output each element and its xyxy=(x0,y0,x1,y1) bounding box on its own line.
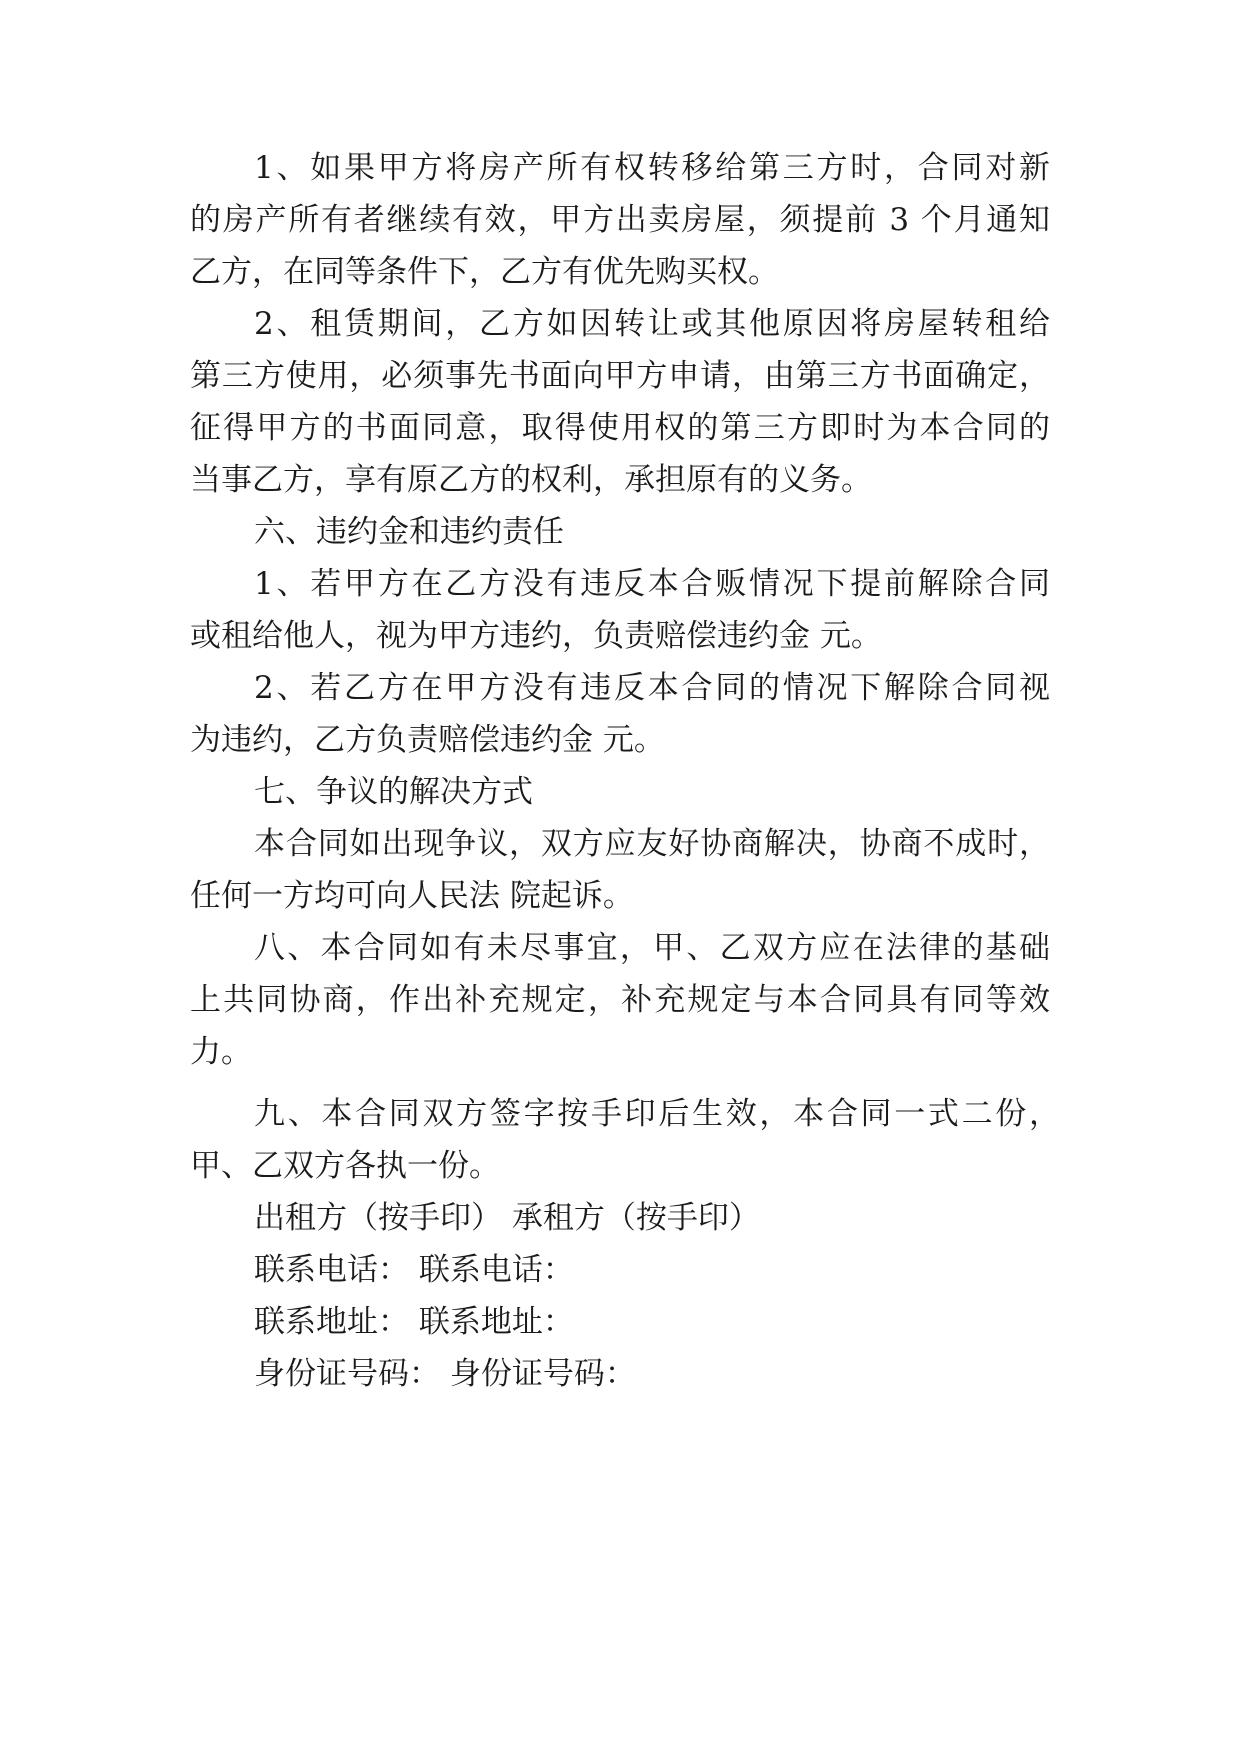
paragraph-2-line-1: 2、租赁期间，乙方如因转让或其他原因将房屋转租给 xyxy=(254,306,1050,342)
paragraph-1-line-2: 的房产所有者继续有效，甲方出卖房屋，须提前 3 个月通知 xyxy=(190,202,1050,238)
paragraph-6-line-2: 上共同协商，作出补充规定，补充规定与本合同具有同等效 xyxy=(190,982,1050,1018)
signature-parties-line: 出租方（按手印） 承租方（按手印） xyxy=(254,1200,760,1236)
paragraph-1-line-3: 乙方，在同等条件下，乙方有优先购买权。 xyxy=(190,254,779,290)
contact-phone-line: 联系电话： 联系电话： xyxy=(254,1252,574,1288)
paragraph-2-line-2: 第三方使用，必须事先书面向甲方申请，由第三方书面确定， xyxy=(190,358,1050,394)
paragraph-7-line-2: 甲、乙双方各执一份。 xyxy=(190,1148,500,1184)
paragraph-6-line-3: 力。 xyxy=(190,1034,252,1070)
paragraph-2-line-4: 当事乙方，享有原乙方的权利，承担原有的义务。 xyxy=(190,462,872,498)
paragraph-3-line-2: 或租给他人，视为甲方违约，负责赔偿违约金 元。 xyxy=(190,618,882,654)
paragraph-6-line-1: 八、本合同如有未尽事宜，甲、乙双方应在法律的基础 xyxy=(254,930,1050,966)
id-number-line: 身份证号码： 身份证号码： xyxy=(254,1356,636,1392)
paragraph-5-line-1: 本合同如出现争议，双方应友好协商解决，协商不成时， xyxy=(254,826,1050,862)
paragraph-2-line-3: 征得甲方的书面同意，取得使用权的第三方即时为本合同的 xyxy=(190,410,1050,446)
section-heading-6: 六、违约金和违约责任 xyxy=(254,514,564,550)
paragraph-5-line-2: 任何一方均可向人民法 院起诉。 xyxy=(190,878,634,914)
paragraph-3-line-1: 1、若甲方在乙方没有违反本合贩情况下提前解除合同 xyxy=(254,566,1050,602)
contact-address-line: 联系地址： 联系地址： xyxy=(254,1304,574,1340)
section-heading-7: 七、争议的解决方式 xyxy=(254,774,533,810)
paragraph-7-line-1: 九、本合同双方签字按手印后生效，本合同一式二份， xyxy=(254,1096,1060,1132)
paragraph-4-line-2: 为违约，乙方负责赔偿违约金 元。 xyxy=(190,722,665,758)
paragraph-4-line-1: 2、若乙方在甲方没有违反本合同的情况下解除合同视 xyxy=(254,670,1050,706)
paragraph-1-line-1: 1、如果甲方将房产所有权转移给第三方时，合同对新 xyxy=(254,150,1050,186)
